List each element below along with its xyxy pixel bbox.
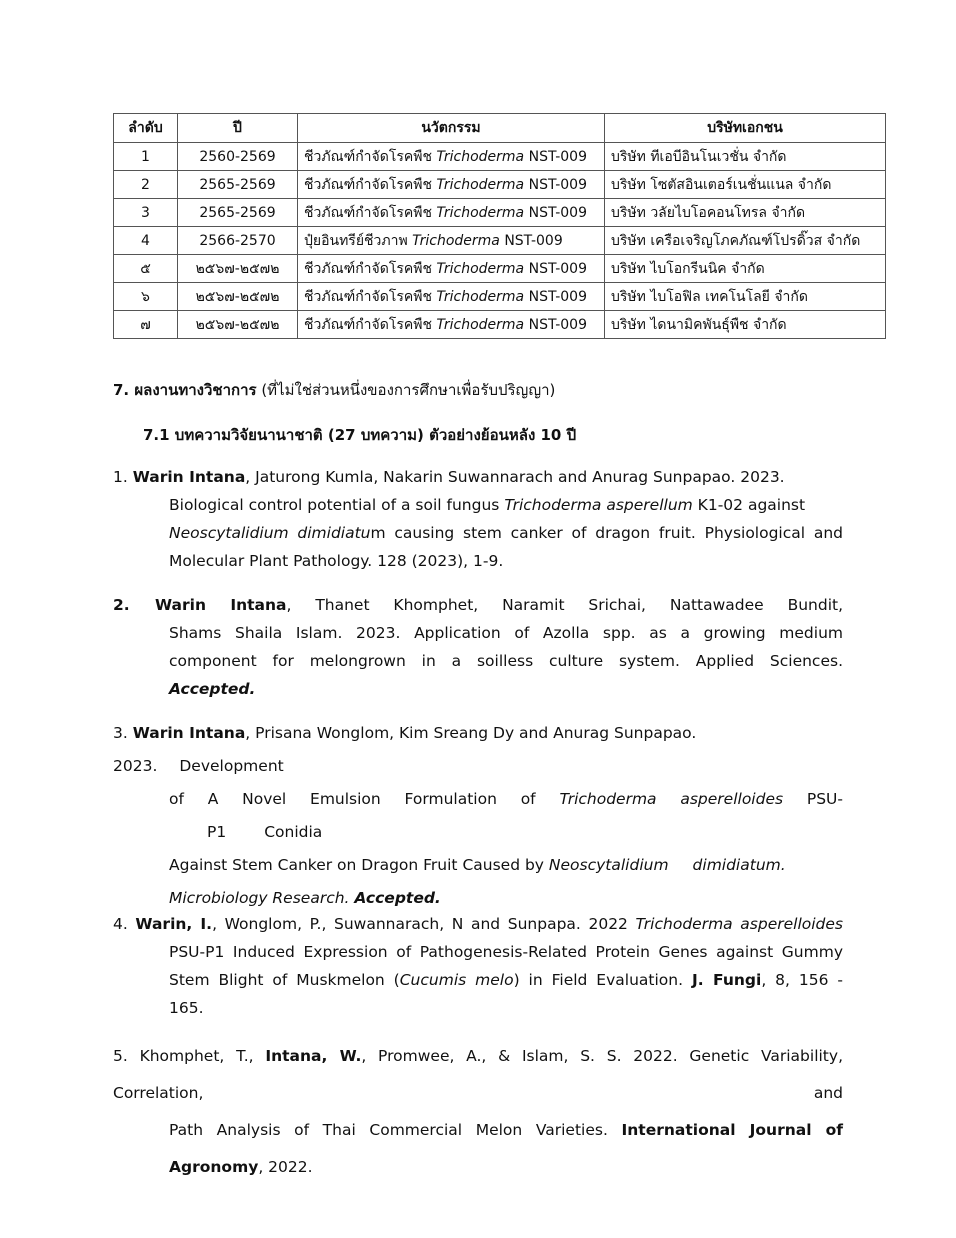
cell-innovation: [298, 227, 605, 255]
reference-2: [113, 591, 843, 703]
cell-year: 2565-2569: [178, 171, 298, 199]
ref-text: , 8, 156 -: [761, 971, 843, 989]
innovation-genus: Trichoderma: [436, 148, 525, 165]
ref-text: PSU-: [783, 790, 843, 808]
innovation-strain: NST-009: [524, 288, 587, 305]
innovation-prefix: ชีวภัณฑ์กำจัดโรคพืช: [304, 316, 437, 333]
cell-innovation: [298, 199, 605, 227]
ref-species: Neoscytalidium: [548, 856, 669, 874]
reference-4-line-4: 165.: [169, 999, 204, 1017]
reference-number: 1.: [113, 468, 133, 486]
cell-company: บริษัท วลัยไบโอคอนโทรล จำกัด: [605, 199, 886, 227]
ref-text: Conidia: [264, 823, 323, 841]
cell-year: ๒๕๖๗-๒๕๗๒: [178, 255, 298, 283]
cell-company: บริษัท ไบโอฟิล เทคโนโลยี จำกัด: [605, 283, 886, 311]
ref-journal: International Journal of Agronomy: [169, 1121, 843, 1176]
reference-authors: , Thanet Khomphet, Naramit Srichai, Nattawadee Bundit,: [286, 596, 844, 614]
reference-number: 4.: [113, 915, 136, 933]
innovation-genus: Trichoderma: [436, 260, 525, 277]
cell-company: บริษัท ไบโอกรีนนิค จำกัด: [605, 255, 886, 283]
table-row: [114, 311, 886, 339]
innovation-strain: NST-009: [524, 260, 587, 277]
cell-company: บริษัท เครือเจริญโภคภัณฑ์โปรดิ๊วส จำกัด: [605, 227, 886, 255]
reference-5-line-1: [113, 1038, 843, 1112]
cell-year: ๒๕๖๗-๒๕๗๒: [178, 311, 298, 339]
ref-species: dimidiatum.: [692, 856, 786, 874]
innovation-table: [113, 113, 886, 339]
cell-company: บริษัท โซตัสอินเตอร์เนชั่นแนล จำกัด: [605, 171, 886, 199]
cell-company: บริษัท ทีเอบีอินโนเวชั่น จำกัด: [605, 143, 886, 171]
table-row: [114, 171, 886, 199]
innovation-prefix: ชีวภัณฑ์กำจัดโรคพืช: [304, 260, 437, 277]
ref-text: ) in Field Evaluation.: [513, 971, 692, 989]
ref-species: Neoscytalidium dimidiatu: [169, 524, 371, 542]
table-row: [114, 227, 886, 255]
innovation-genus: Trichoderma: [436, 316, 525, 333]
reference-3-line-2: [169, 783, 843, 849]
reference-author-bold: Warin Intana: [155, 596, 287, 614]
section-title-note: (ที่ไม่ใช่ส่วนหนึ่งของการศึกษาเพื่อรับปริญญา): [256, 381, 556, 399]
ref-species: Trichoderma asperelloides: [559, 790, 784, 808]
innovation-genus: Trichoderma: [412, 232, 500, 249]
ref-journal: Microbiology Research.: [169, 889, 355, 907]
table-row: [114, 199, 886, 227]
accepted-label: Accepted.: [354, 889, 441, 907]
cell-innovation: [298, 171, 605, 199]
reference-1-line-2: [169, 491, 843, 519]
reference-number: 3.: [113, 724, 133, 742]
innovation-prefix: ชีวภัณฑ์กำจัดโรคพืช: [304, 176, 437, 193]
ref-text: Stem Blight of Muskmelon (: [169, 971, 400, 989]
ref-text: K1-02 against: [692, 496, 806, 514]
reference-4: [113, 910, 843, 1022]
innovation-strain: NST-009: [524, 204, 587, 221]
reference-4-line-2: PSU-P1 Induced Expression of Pathogenesis-Related Protein Genes against Gummy: [169, 943, 843, 961]
cell-no: ๖: [114, 283, 178, 311]
ref-text: of A Novel Emulsion Formulation of: [169, 790, 560, 808]
ref-text: Development: [179, 757, 284, 775]
section-title: 7. ผลงานทางวิชาการ: [113, 381, 257, 399]
reference-authors: , Wonglom, P., Suwannarach, N and Sunpapa. 2022: [212, 915, 636, 933]
cell-innovation: [298, 283, 605, 311]
innovation-prefix: ปุ๋ยอินทรีย์ชีวภาพ: [304, 232, 413, 249]
cell-no: 4: [114, 227, 178, 255]
ref-text: Path Analysis of Thai Commercial Melon Varieties.: [169, 1121, 622, 1139]
reference-number: 5.: [113, 1047, 140, 1065]
reference-1: [113, 463, 843, 575]
reference-1-line-3: [169, 519, 843, 547]
innovation-genus: Trichoderma: [436, 176, 525, 193]
header-no: ลำดับ: [114, 114, 178, 143]
cell-year: 2560-2569: [178, 143, 298, 171]
header-year: ปี: [178, 114, 298, 143]
reference-2-line-1: [113, 591, 843, 619]
innovation-prefix: ชีวภัณฑ์กำจัดโรคพืช: [304, 148, 437, 165]
cell-no: 1: [114, 143, 178, 171]
cell-no: 2: [114, 171, 178, 199]
innovation-strain: NST-009: [524, 176, 587, 193]
accepted-label: Accepted.: [169, 680, 256, 698]
ref-text: m causing stem canker of dragon fruit. Physiological and: [370, 524, 843, 542]
reference-3-line-1: [113, 717, 843, 783]
innovation-genus: Trichoderma: [436, 288, 525, 305]
reference-author-bold: Warin, I.: [135, 915, 213, 933]
reference-4-line-3: [169, 966, 843, 994]
ref-species: Trichoderma asperelloides: [635, 915, 843, 933]
section-heading: [113, 378, 555, 402]
cell-no: 3: [114, 199, 178, 227]
reference-3: [113, 717, 843, 915]
reference-author-bold: Warin Intana: [132, 724, 246, 742]
ref-species: Cucumis melo: [399, 971, 514, 989]
header-company: บริษัทเอกชน: [605, 114, 886, 143]
table-row: [114, 143, 886, 171]
cell-no: ๗: [114, 311, 178, 339]
innovation-strain: NST-009: [524, 316, 587, 333]
reference-4-line-1: [113, 910, 843, 938]
table-header-row: [114, 114, 886, 143]
reference-author-bold: Intana, W.: [265, 1047, 362, 1065]
ref-text: Against Stem Canker on Dragon Fruit Caused by: [169, 856, 549, 874]
innovation-strain: NST-009: [499, 232, 563, 249]
cell-innovation: [298, 143, 605, 171]
reference-number: 2.: [113, 596, 130, 614]
innovation-strain: NST-009: [524, 148, 587, 165]
ref-species: Trichoderma asperellum: [504, 496, 693, 514]
reference-1-line-4: Molecular Plant Pathology. 128 (2023), 1-9.: [169, 552, 504, 570]
ref-text: , Promwee, A., & Islam, S. S. 2022. Genetic Variability, Correlation, and: [113, 1047, 843, 1102]
cell-no: ๕: [114, 255, 178, 283]
subsection-heading: 7.1 บทความวิจัยนานาชาติ (27 บทความ) ตัวอย่างย้อนหลัง 10 ปี: [143, 426, 577, 444]
cell-innovation: [298, 311, 605, 339]
cell-year: 2565-2569: [178, 199, 298, 227]
ref-text: Khomphet, T.,: [139, 1047, 266, 1065]
reference-authors: , Prisana Wonglom, Kim Sreang Dy and Anurag Sunpapao. 2023.: [113, 724, 697, 775]
reference-5-line-2: [169, 1112, 843, 1186]
table-row: [114, 255, 886, 283]
cell-company: บริษัท ไดนามิคพันธุ์พืช จำกัด: [605, 311, 886, 339]
header-innovation: นวัตกรรม: [298, 114, 605, 143]
cell-year: ๒๕๖๗-๒๕๗๒: [178, 283, 298, 311]
ref-text: , 2022.: [258, 1158, 313, 1176]
cell-innovation: [298, 255, 605, 283]
reference-2-line-2: Shams Shaila Islam. 2023. Application of Azolla spp. as a growing medium: [169, 624, 843, 642]
table-body: [114, 143, 886, 339]
table-row: [114, 283, 886, 311]
reference-5: [113, 1038, 843, 1186]
reference-2-line-4: [169, 675, 843, 703]
innovation-genus: Trichoderma: [436, 204, 525, 221]
innovation-prefix: ชีวภัณฑ์กำจัดโรคพืช: [304, 288, 437, 305]
ref-journal: J. Fungi: [691, 971, 762, 989]
reference-2-line-3: component for melongrown in a soilless culture system. Applied Sciences.: [169, 652, 843, 670]
reference-author-bold: Warin Intana: [132, 468, 246, 486]
ref-text: P1: [207, 823, 227, 841]
innovation-prefix: ชีวภัณฑ์กำจัดโรคพืช: [304, 204, 437, 221]
ref-text: Biological control potential of a soil fungus: [169, 496, 505, 514]
reference-3-line-3: [169, 849, 843, 882]
reference-authors: , Jaturong Kumla, Nakarin Suwannarach and Anurag Sunpapao. 2023.: [245, 468, 785, 486]
reference-1-line-1: [113, 463, 843, 491]
cell-year: 2566-2570: [178, 227, 298, 255]
